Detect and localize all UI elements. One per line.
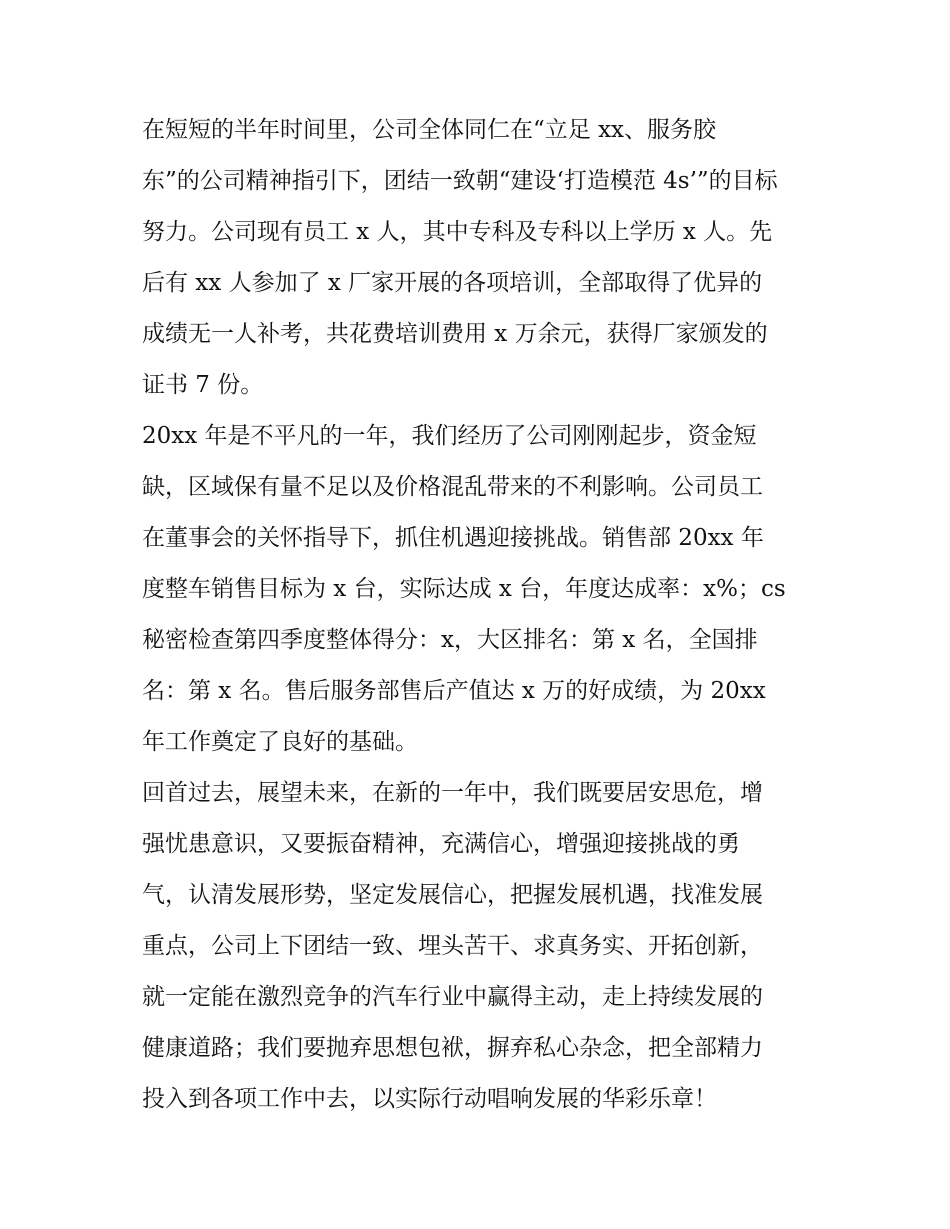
text-line: 就一定能在激烈竞争的汽车行业中赢得主动，走上持续发展的 [142,984,763,1010]
text-line: 20xx 年是不平凡的一年，我们经历了公司刚刚起步，资金短 [142,423,757,449]
text-line: 名：第 x 名。售后服务部售后产值达 x 万的好成绩，为 20xx [142,678,766,704]
text-line: 年工作奠定了良好的基础。 [142,729,418,755]
text-line: 在短短的半年时间里，公司全体同仁在“立足 xx、服务胶 [142,117,717,143]
text-line: 秘密检查第四季度整体得分：x，大区排名：第 x 名，全国排 [142,627,758,653]
text-line: 东”的公司精神指引下，团结一致朝“建设‘打造模范 4s’”的目标 [142,168,778,194]
text-line: 度整车销售目标为 x 台，实际达成 x 台，年度达成率：x%；cs [142,576,786,602]
text-line: 健康道路；我们要抛弃思想包袱，摒弃私心杂念，把全部精力 [142,1035,763,1061]
text-line: 回首过去，展望未来，在新的一年中，我们既要居安思危，增 [142,780,763,806]
text-line: 努力。公司现有员工 x 人，其中专科及专科以上学历 x 人。先 [142,219,773,245]
text-line: 后有 xx 人参加了 x 厂家开展的各项培训，全部取得了优异的 [142,270,763,296]
text-line: 气，认清发展形势，坚定发展信心，把握发展机遇，找准发展 [142,882,763,908]
text-line: 投入到各项工作中去，以实际行动唱响发展的华彩乐章！ [142,1086,717,1112]
text-line: 在董事会的关怀指导下，抓住机遇迎接挑战。销售部 20xx 年 [142,525,764,551]
text-line: 成绩无一人补考，共花费培训费用 x 万余元，获得厂家颁发的 [142,321,768,347]
document-body [142,108,822,1128]
text-line: 重点，公司上下团结一致、埋头苦干、求真务实、开拓创新， [142,933,763,959]
text-line: 证书 7 份。 [142,372,264,398]
text-line: 强忧患意识，又要振奋精神，充满信心，增强迎接挑战的勇 [142,831,740,857]
text-line: 缺，区域保有量不足以及价格混乱带来的不利影响。公司员工 [142,474,763,500]
